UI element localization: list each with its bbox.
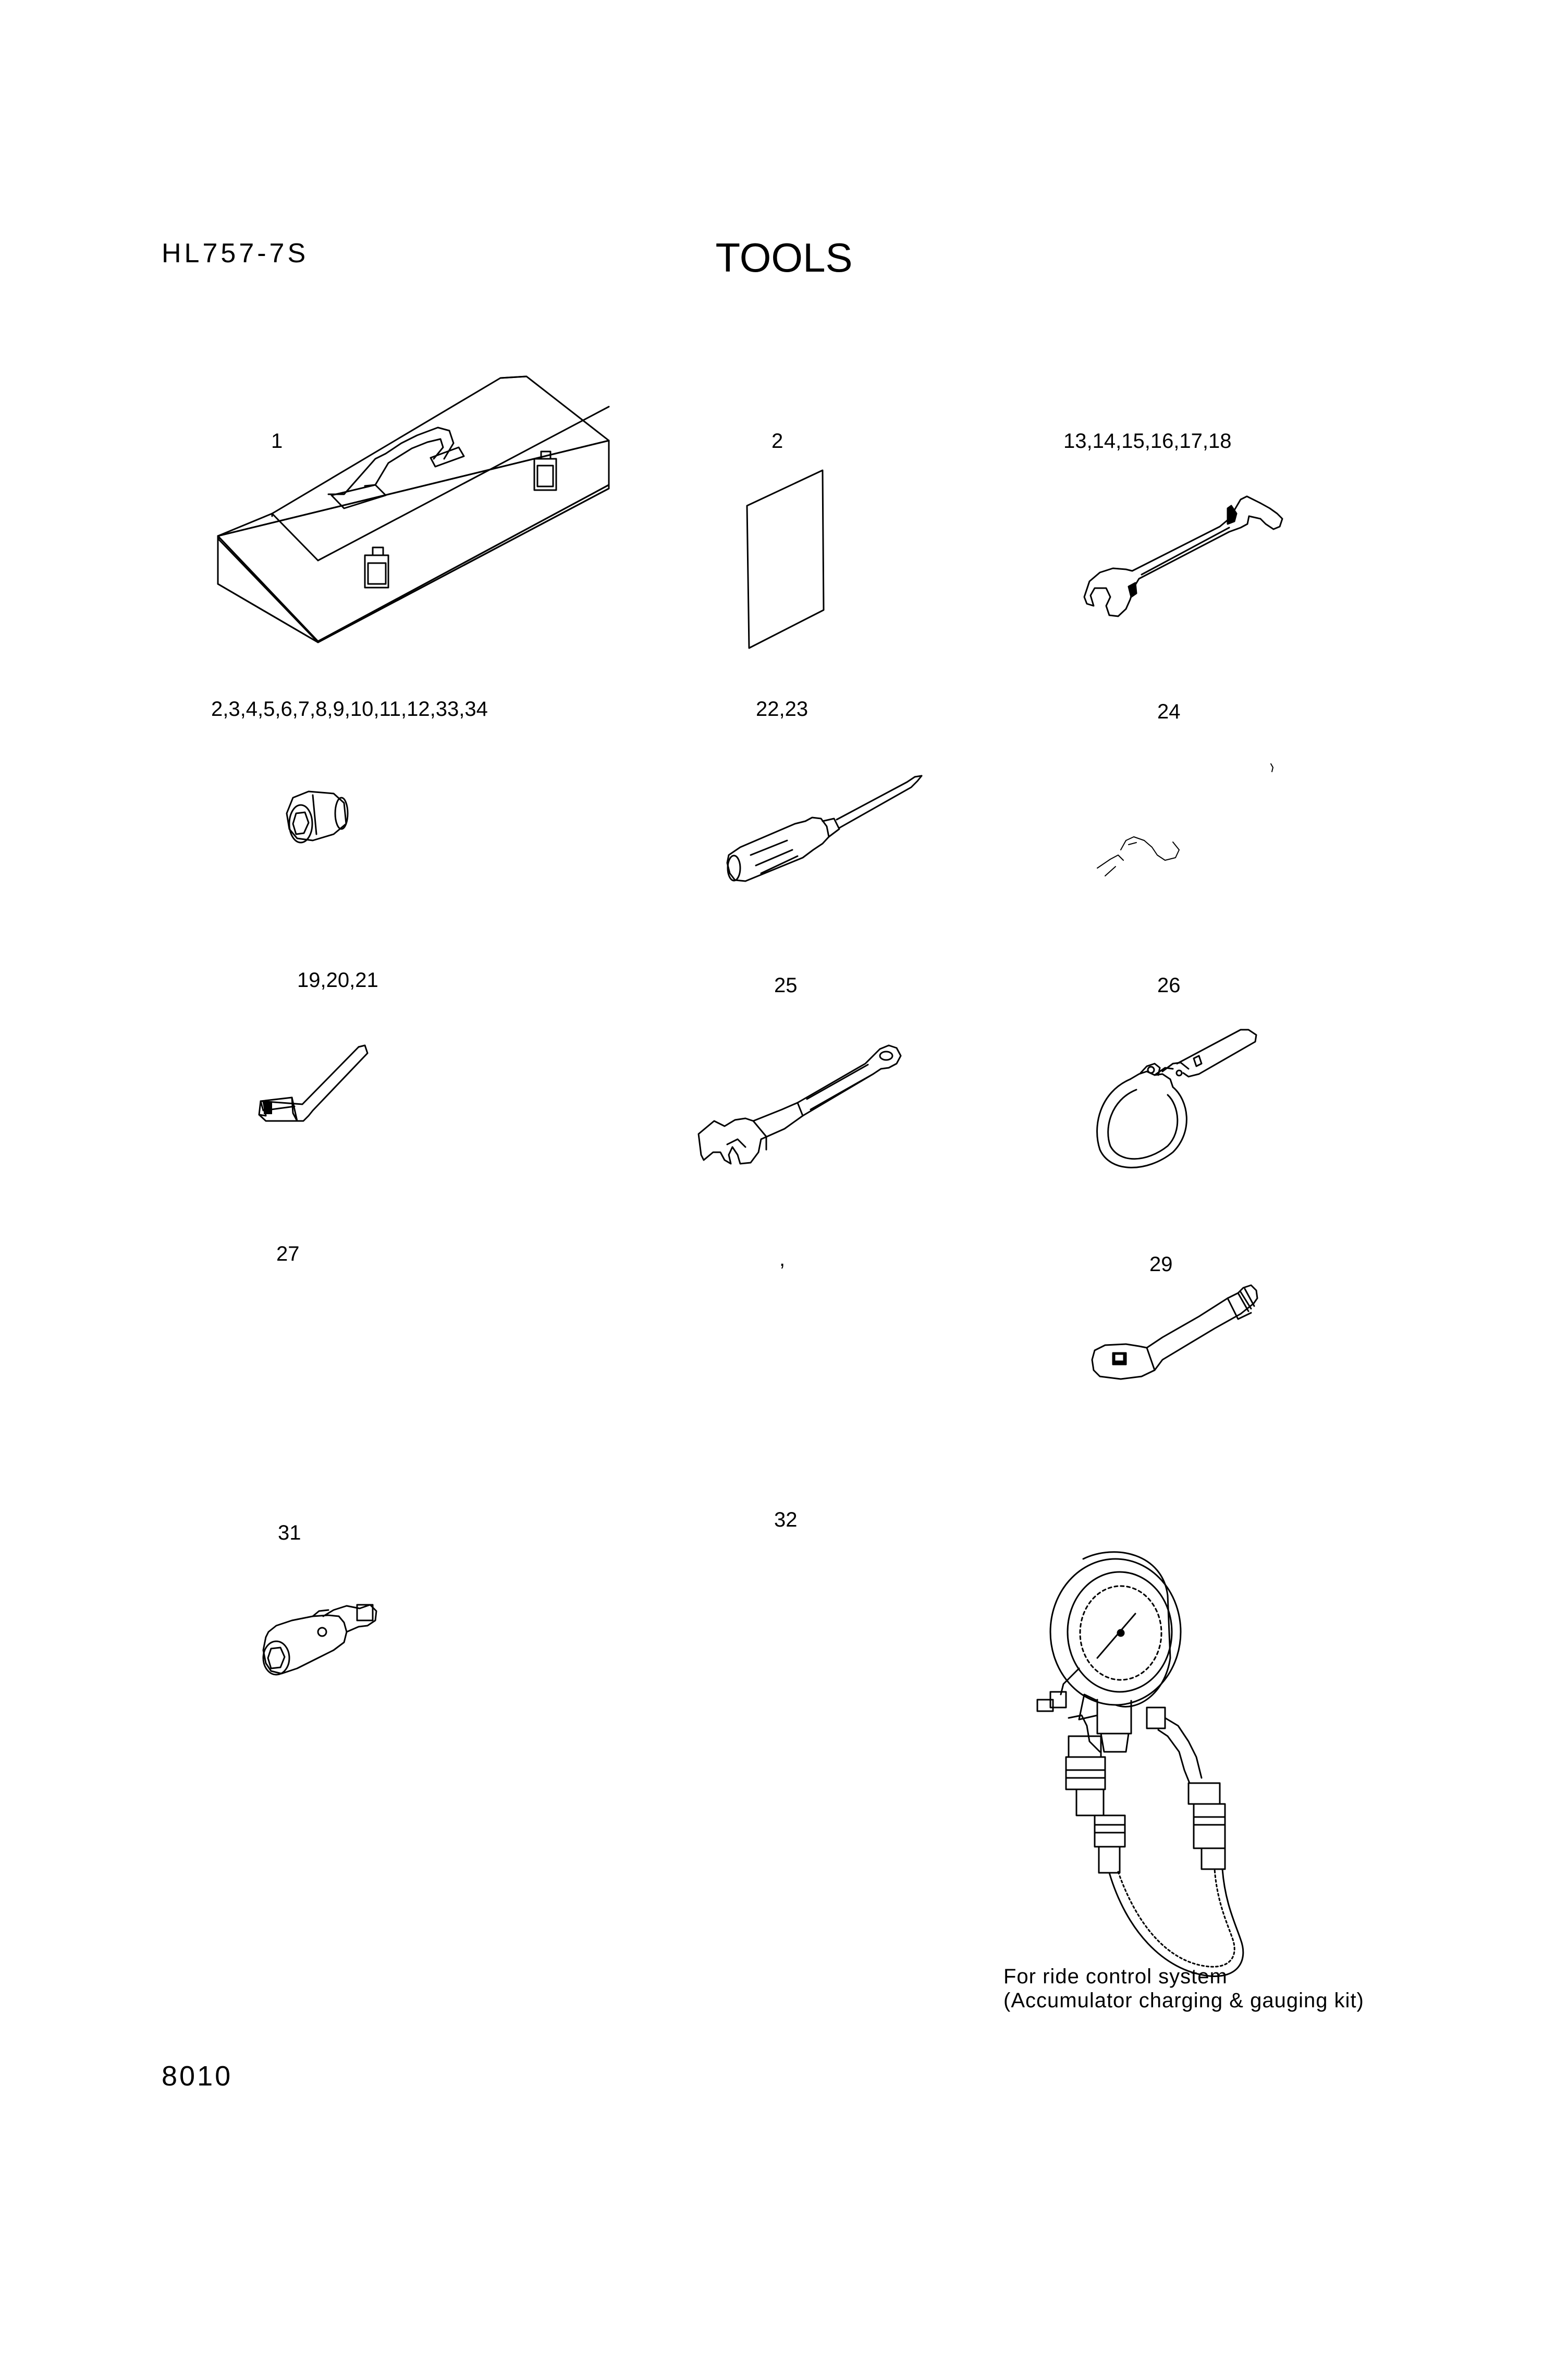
screwdriver-illustration [727,776,922,881]
label-gauging-kit: 32 [774,1508,798,1531]
label-socket: 2,3,4,5,6,7,8,9,10,11,12,33,34 [211,698,488,721]
label-comma: , [779,1248,786,1271]
page-title: TOOLS [715,235,853,280]
universal-joint-illustration [263,1605,376,1675]
ratchet-illustration [1092,1285,1257,1379]
socket-illustration [287,791,348,843]
filter-wrench-illustration [1097,1030,1256,1167]
label-filter-wrench: 26 [1157,974,1181,997]
caption-line-2: (Accumulator charging & gauging kit) [1003,1989,1364,2012]
label-spanner: 13,14,15,16,17,18 [1063,430,1232,453]
label-hex-key: 19,20,21 [297,969,378,992]
manual-illustration [747,470,824,648]
caption-line-1: For ride control system [1003,1965,1228,1988]
label-manual: 2 [771,430,783,453]
adjustable-wrench-illustration [699,1045,901,1164]
label-universal-joint: 31 [278,1521,301,1544]
spanner-illustration [1084,496,1282,616]
label-item-27: 27 [276,1242,300,1265]
label-pliers: 24 [1157,700,1181,723]
model-number: HL757-7S [162,238,309,269]
label-ratchet: 29 [1149,1253,1173,1276]
pliers-illustration [1097,764,1273,876]
hex-key-illustration [259,1045,368,1121]
gauging-kit-illustration [1037,1552,1243,1977]
label-toolbox: 1 [271,430,283,453]
toolbox-illustration [218,376,609,642]
label-screwdriver: 22,23 [756,698,808,721]
page-number: 8010 [162,2060,233,2092]
label-adjustable-wrench: 25 [774,974,798,997]
